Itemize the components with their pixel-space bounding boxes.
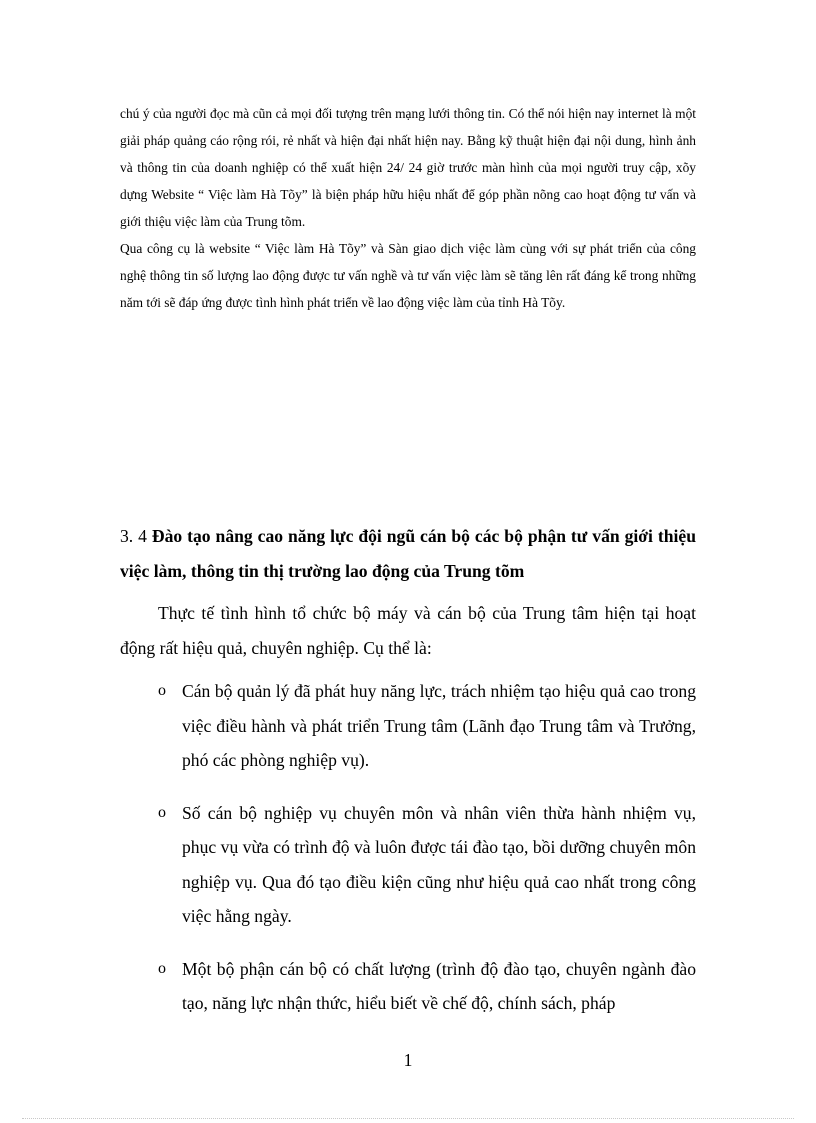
bullet-list [120, 674, 696, 1039]
circle-bullet-icon: o [158, 803, 166, 821]
list-item [120, 796, 696, 934]
paragraph-internet-advertising: chú ý của người đọc mà cũn cả mọi đối tượng trên mạng lưới thông tin. Có thể nói hiện nay internet là một giải pháp quảng cáo rộng rói, rẻ nhất và hiện đại nhất hiện nay. Bằng kỹ thuật hiện đại nội dung, hình ảnh và thông tin của doanh nghiệp có thể xuất hiện 24/ 24 giờ trước màn hình của mọi người truy cập, xõy dựng Website “ Việc làm Hà Tõy” là biện pháp hữu hiệu nhất để góp phần nõng cao hoạt động tư vấn và giới thiệu việc làm của Trung tõm. [120, 106, 696, 229]
section-heading [120, 519, 696, 589]
list-item-text: Một bộ phận cán bộ có chất lượng (trình độ đào tạo, chuyên ngành đào tạo, năng lực nhận thức, hiểu biết về chế độ, chính sách, pháp [182, 958, 696, 1013]
list-item [120, 952, 696, 1021]
list-item-text: Số cán bộ nghiệp vụ chuyên môn và nhân viên thừa hành nhiệm vụ, phục vụ vừa có trình độ và luôn được tái đào tạo, bồi dưỡng chuyên môn nghiệp vụ. Qua đó tạo điều kiện cũng như hiệu quả cao nhất trong công việc hằng ngày. [182, 802, 696, 926]
section-intro: Thực tế tình hình tổ chức bộ máy và cán bộ của Trung tâm hiện tại hoạt động rất hiệu quả, chuyên nghiệp. Cụ thể là: [120, 603, 696, 658]
top-text-block [120, 100, 696, 316]
list-item [120, 674, 696, 778]
circle-bullet-icon: o [158, 959, 166, 977]
circle-bullet-icon: o [158, 682, 166, 699]
list-item-text: Cán bộ quản lý đã phát huy năng lực, trách nhiệm tạo hiệu quả cao trong việc điều hành và phát triển Trung tâm (Lãnh đạo Trung tâm và Trưởng, phó các phòng nghiệp vụ). [182, 681, 696, 770]
footer-dotted-divider [22, 1118, 794, 1119]
section-title: Đào tạo nâng cao năng lực đội ngũ cán bộ các bộ phận tư vấn giới thiệu việc làm, thông tin thị trường lao động của Trung tõm [120, 526, 697, 581]
paragraph-website-tool: Qua công cụ là website “ Việc làm Hà Tõy” và Sàn giao dịch việc làm cùng với sự phát triển của công nghệ thông tin số lượng lao động được tư vấn nghề và tư vấn việc làm sẽ tăng lên rất đáng kể trong những năm tới sẽ đáp ứng được tình hình phát triển về lao động việc làm của tỉnh Hà Tõy. [120, 241, 696, 310]
section-number: 3. 4 [120, 526, 147, 546]
page-number: 1 [403, 1050, 413, 1070]
